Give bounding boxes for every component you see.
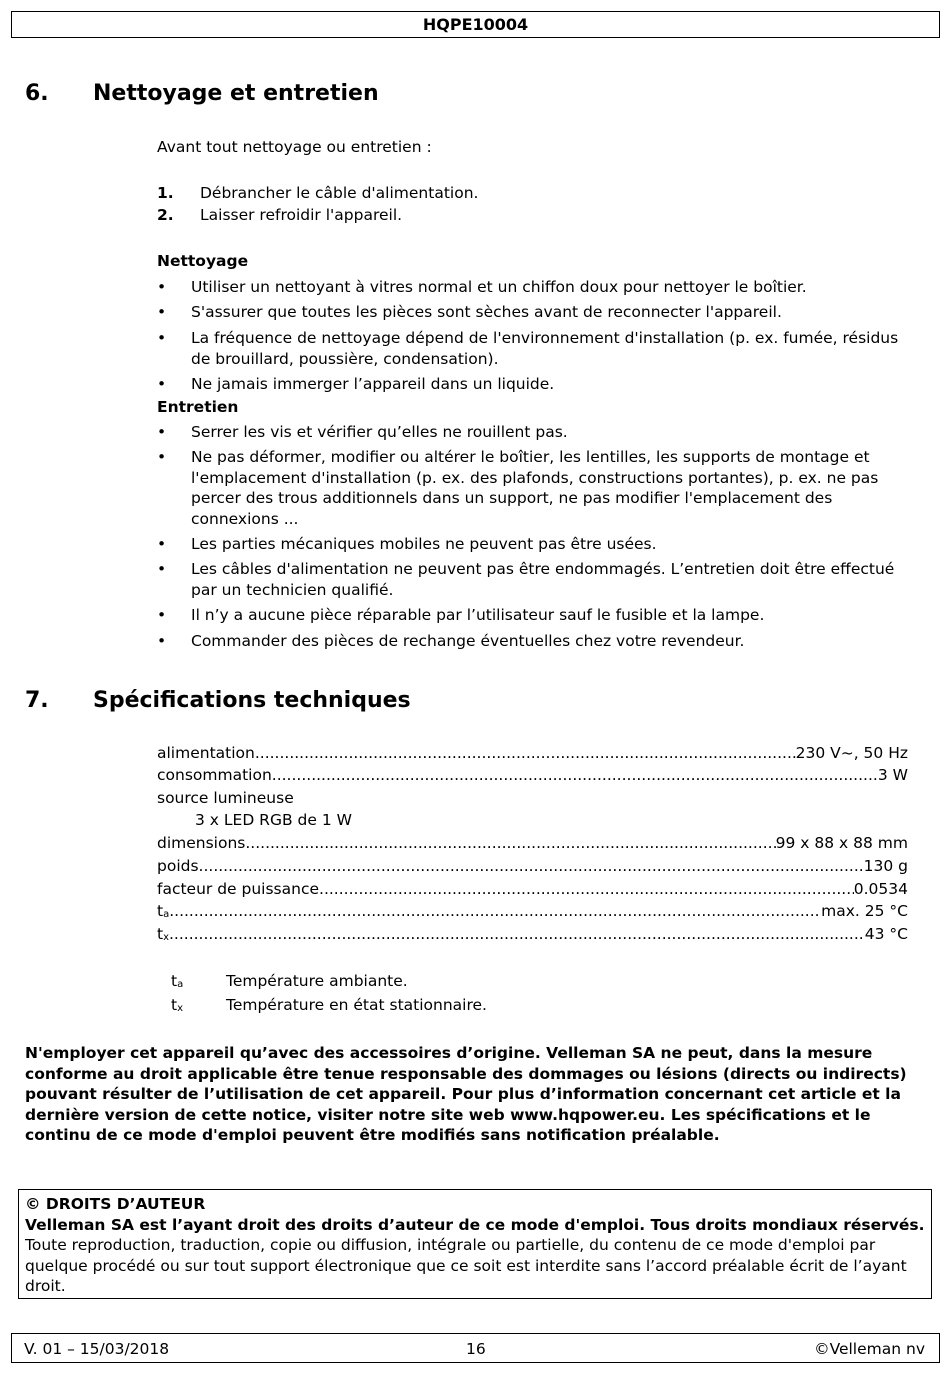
step-number: 1.: [157, 184, 174, 202]
list-item-text: Ne jamais immerger l’appareil dans un liquide.: [191, 375, 555, 393]
spec-leader: [255, 744, 796, 762]
bullet-icon: •: [157, 329, 167, 347]
spec-leader: [199, 857, 864, 875]
step-item: [157, 183, 478, 204]
header-box: [11, 11, 940, 38]
spec-value: 130 g: [863, 857, 908, 875]
legend-text: Température en état stationnaire.: [226, 996, 487, 1014]
bullet-icon: •: [157, 303, 167, 321]
step-text: Laisser refroidir l'appareil.: [200, 206, 403, 224]
copyright-bold-text: Velleman SA est l’ayant droit des droits d’auteur de ce mode d'emploi. Tous droits mondiaux réservés.: [25, 1215, 925, 1234]
spec-row-dimensions: [157, 834, 908, 857]
step-number: 2.: [157, 206, 174, 224]
spec-value: 230 V~, 50 Hz: [795, 744, 908, 762]
spec-row-tx: [157, 925, 908, 948]
spec-row-light-source: [157, 789, 908, 812]
spec-leader: [169, 925, 865, 943]
spec-row-ta: [157, 902, 908, 925]
spec-value: max. 25 °C: [821, 902, 908, 920]
bullet-icon: •: [157, 423, 167, 441]
spec-value: 0.0534: [853, 880, 908, 898]
list-item-text: Serrer les vis et vérifier qu’elles ne rouillent pas.: [191, 423, 568, 441]
copyright-text: Toute reproduction, traduction, copie ou diffusion, intégrale ou partielle, du contenu de ce mode d'emploi par quelque procédé ou sur tout support électronique que ce soit est interdite sans l’accord préalable écrit de l’ayant droit.: [25, 1236, 907, 1295]
list-item-text: Ne pas déformer, modifier ou altérer le boîtier, les lentilles, les supports de montage et l'emplacement d'installation (p. ex. des plafonds, constructions portantes), p. ex. ne pas percer des trous additionnels dans un support, ne pas modifier l'emplacement des connexions ...: [191, 448, 879, 528]
cleaning-intro: Avant tout nettoyage ou entretien :: [157, 138, 432, 156]
bullet-icon: •: [157, 606, 167, 624]
spec-legend: [171, 972, 771, 1022]
bullet-icon: •: [157, 375, 167, 393]
spec-row-weight: [157, 857, 908, 880]
bullet-icon: •: [157, 632, 167, 650]
legend-symbol: t: [171, 996, 178, 1014]
list-item-text: Les parties mécaniques mobiles ne peuvent pas être usées.: [191, 535, 657, 553]
list-item-text: La fréquence de nettoyage dépend de l'environnement d'installation (p. ex. fumée, résidus de brouillard, poussière, condensation).: [191, 329, 899, 368]
spec-value: 99 x 88 x 88 mm: [775, 834, 908, 852]
spec-leader: [319, 880, 854, 898]
spec-detail: 3 x LED RGB de 1 W: [195, 811, 352, 829]
spec-symbol-subscript: x: [163, 932, 169, 943]
spec-value: 43 °C: [864, 925, 908, 943]
spec-symbol: t: [157, 902, 164, 920]
spec-label: facteur de puissance: [157, 880, 320, 898]
page-number: 16: [466, 1340, 486, 1358]
copyright-body: [25, 1215, 925, 1297]
section-6-number: 6.: [25, 81, 49, 106]
list-item-text: Utiliser un nettoyant à vitres normal et un chiffon doux pour nettoyer le boîtier.: [191, 278, 807, 296]
spec-label: consommation: [157, 766, 272, 784]
spec-symbol-subscript: a: [163, 909, 170, 920]
bullet-icon: •: [157, 535, 167, 553]
copyright-title: © DROITS D’AUTEUR: [25, 1195, 206, 1213]
list-item-text: Il n’y a aucune pièce réparable par l’utilisateur sauf le fusible et la lampe.: [191, 606, 765, 624]
step-text: Débrancher le câble d'alimentation.: [200, 184, 479, 202]
bullet-icon: •: [157, 278, 167, 296]
spec-row-power-factor: [157, 880, 908, 903]
list-item-text: Les câbles d'alimentation ne peuvent pas être endommagés. L’entretien doit être effectué par un technicien qualifié.: [191, 560, 895, 599]
legend-row: [171, 996, 183, 1014]
spec-table: [157, 744, 909, 954]
section-7-heading: [0, 687, 950, 715]
legend-symbol-subscript: a: [177, 979, 184, 990]
footer-version: V. 01 – 15/03/2018: [24, 1340, 170, 1358]
spec-label: dimensions: [157, 834, 246, 852]
legend-text: Température ambiante.: [226, 972, 408, 990]
footer-company: ©Velleman nv: [814, 1340, 925, 1358]
disclaimer-text: N'employer cet appareil qu’avec des accessoires d’origine. Velleman SA ne peut, dans la mesure conforme au droit applicable être tenue responsable des dommages ou lésions (directs ou indirects) pouvant résulter de l’utilisation de cet appareil. Pour plus d’information concernant cet article et la dernière version de cette notice, visiter notre site web www.hqpower.eu. Les spécifications et le continu de ce mode d'emploi peuvent être modifiés sans notification préalable.: [25, 1044, 907, 1144]
copyright-box: [18, 1189, 932, 1299]
spec-row-power: [157, 744, 908, 767]
footer-box: [11, 1333, 940, 1363]
spec-label: alimentation: [157, 744, 255, 762]
legend-row: [171, 972, 183, 990]
bullet-icon: •: [157, 560, 167, 578]
cleaning-subheading: Nettoyage: [157, 252, 249, 270]
spec-leader: [272, 766, 878, 784]
spec-label: poids: [157, 857, 199, 875]
spec-row-light-source-detail: [195, 811, 895, 834]
spec-row-consumption: [157, 766, 908, 789]
legend-symbol-subscript: x: [177, 1003, 183, 1014]
section-7-title: Spécifications techniques: [93, 688, 411, 713]
spec-symbol: t: [157, 925, 164, 943]
section-6-content: [157, 137, 917, 657]
spec-value: 3 W: [877, 766, 908, 784]
document-title: HQPE10004: [422, 15, 529, 34]
section-7-number: 7.: [25, 688, 49, 713]
section-6-title: Nettoyage et entretien: [93, 81, 379, 106]
section-6-heading: [0, 80, 950, 108]
list-item-text: Commander des pièces de rechange éventuelles chez votre revendeur.: [191, 632, 745, 650]
spec-label: source lumineuse: [157, 789, 294, 807]
step-item: [157, 205, 402, 226]
spec-label: [157, 925, 169, 943]
legend-symbol: t: [171, 972, 178, 990]
list-item-text: S'assurer que toutes les pièces sont sèches avant de reconnecter l'appareil.: [191, 303, 782, 321]
spec-label: [157, 902, 169, 920]
spec-leader: [245, 834, 775, 852]
bullet-icon: •: [157, 448, 167, 466]
spec-leader: [169, 902, 821, 920]
maintenance-subheading: Entretien: [157, 398, 239, 416]
